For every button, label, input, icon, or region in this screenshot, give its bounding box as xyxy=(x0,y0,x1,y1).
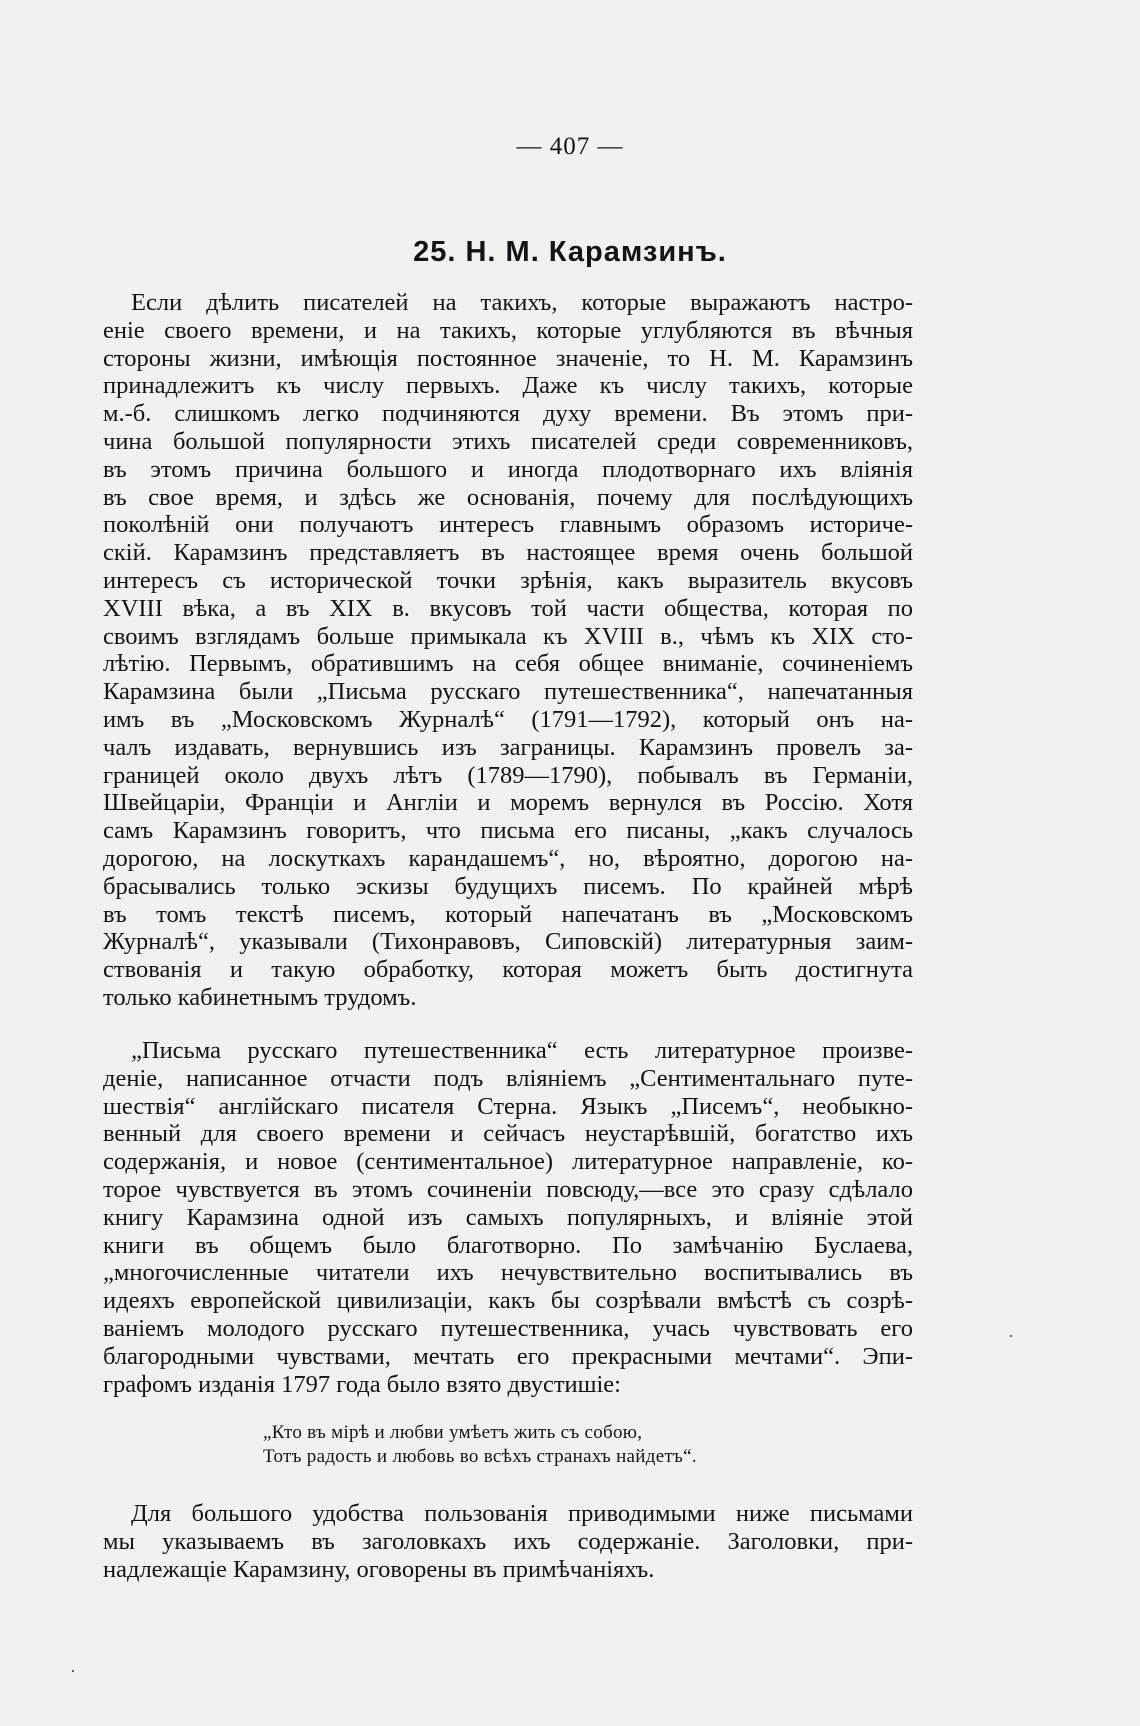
text-line: стороны жизни, имѣющія постоянное значеніе, то Н. М. Карамзинъ xyxy=(103,344,913,372)
text-line: Если дѣлить писателей на такихъ, которые выражаютъ настро- xyxy=(131,289,913,316)
text-line: своимъ взглядамъ больше примыкала къ XVIII в., чѣмъ къ XIX сто- xyxy=(103,622,913,650)
text-line: интересъ съ исторической точки зрѣнія, какъ выразитель вкусовъ xyxy=(103,566,913,594)
text-line: дорогою, на лоскуткахъ карандашемъ“, но, вѣроятно, дорогою на- xyxy=(103,844,913,872)
text-line: ваніемъ молодого русскаго путешественника, учась чувствовать его xyxy=(103,1314,913,1342)
text-line: венный для своего времени и сейчасъ неустарѣвшій, богатство ихъ xyxy=(103,1120,913,1148)
page-number: — 407 — xyxy=(516,133,624,160)
text-line: въ свое время, и здѣсь же основанія, почему для послѣдующихъ xyxy=(103,483,913,511)
text-line: Для большого удобства пользованія приводимыми ниже письмами xyxy=(131,1500,913,1527)
text-line: самъ Карамзинъ говоритъ, что письма его писаны, „какъ случалось xyxy=(103,817,913,845)
paragraph-3 xyxy=(103,1500,913,1583)
text-line: XVIII вѣка, а въ XIX в. вкусовъ той части общества, которая по xyxy=(103,594,913,622)
text-line: поколѣній они получаютъ интересъ главнымъ образомъ историче- xyxy=(103,511,913,539)
text-line: чалъ издавать, вернувшись изъ заграницы. Карамзинъ провелъ за- xyxy=(103,733,913,761)
text-line: Карамзина были „Письма русскаго путешественника“, напечатанныя xyxy=(103,678,913,706)
text-line: содержанія, и новое (сентиментальное) литературное направленіе, ко- xyxy=(103,1148,913,1176)
text-line: графомъ изданія 1797 года было взято двустишіе: xyxy=(103,1370,621,1398)
paragraph-1 xyxy=(103,289,913,1012)
epigraph xyxy=(263,1421,823,1469)
text-line: шествія“ англійскаго писателя Стерна. Языкъ „Писемъ“, необыкно- xyxy=(103,1092,913,1120)
text-line: деніе, написанное отчасти подъ вліяніемъ „Сентиментальнаго путе- xyxy=(103,1064,913,1092)
text-line: въ томъ текстѣ писемъ, который напечатанъ въ „Московскомъ xyxy=(103,900,913,928)
text-line: книгу Карамзина одной изъ самыхъ популярныхъ, и вліяніе этой xyxy=(103,1203,913,1231)
text-line: мы указываемъ въ заголовкахъ ихъ содержаніе. Заголовки, при- xyxy=(103,1527,913,1555)
chapter-title: 25. Н. М. Карамзинъ. xyxy=(413,236,727,268)
text-line: торое чувствуется въ этомъ сочиненіи повсюду,—все это сразу сдѣлало xyxy=(103,1175,913,1203)
text-line: ствованія и такую обработку, которая можетъ быть достигнута xyxy=(103,956,913,984)
text-line: только кабинетнымъ трудомъ. xyxy=(103,983,417,1011)
scan-speck xyxy=(72,1670,74,1672)
text-line: книги въ общемъ было благотворно. По замѣчанію Буслаева, xyxy=(103,1231,913,1259)
text-line: м.-б. слишкомъ легко подчиняются духу времени. Въ этомъ при- xyxy=(103,400,913,428)
text-line: еніе своего времени, и на такихъ, которые углубляются въ вѣчныя xyxy=(103,316,913,344)
paragraph-2 xyxy=(103,1037,913,1398)
text-line: „Письма русскаго путешественника“ есть литературное произве- xyxy=(131,1037,913,1064)
text-line: принадлежитъ къ числу первыхъ. Даже къ числу такихъ, которые xyxy=(103,372,913,400)
text-line: скій. Карамзинъ представляетъ въ настоящее время очень большой xyxy=(103,539,913,567)
text-line: Швейцаріи, Франціи и Англіи и моремъ вернулся въ Россію. Хотя xyxy=(103,789,913,817)
epigraph-line: Тотъ радость и любовь во всѣхъ странахъ найдетъ“. xyxy=(263,1446,697,1467)
text-line: идеяхъ европейской цивилизаціи, какъ бы созрѣвали вмѣстѣ съ созрѣ- xyxy=(103,1287,913,1315)
text-line: „многочисленные читатели ихъ нечувствительно воспитывались въ xyxy=(103,1259,913,1287)
text-line: границей около двухъ лѣтъ (1789—1790), побывалъ въ Германіи, xyxy=(103,761,913,789)
text-line: надлежащіе Карамзину, оговорены въ примѣчаніяхъ. xyxy=(103,1555,655,1583)
text-line: имъ въ „Московскомъ Журналѣ“ (1791—1792), который онъ на- xyxy=(103,705,913,733)
text-line: брасывались только эскизы будущихъ писемъ. По крайней мѣрѣ xyxy=(103,872,913,900)
text-line: Журналѣ“, указывали (Тихонравовъ, Сиповскій) литературныя заим- xyxy=(103,928,913,956)
text-line: лѣтію. Первымъ, обратившимъ на себя общее вниманіе, сочиненіемъ xyxy=(103,650,913,678)
epigraph-line: „Кто въ мірѣ и любви умѣетъ жить съ собою, xyxy=(263,1422,643,1443)
text-line: благородными чувствами, мечтать его прекрасными мечтами“. Эпи- xyxy=(103,1342,913,1370)
text-line: въ этомъ причина большого и иногда плодотворнаго ихъ вліянія xyxy=(103,455,913,483)
text-line: чина большой популярности этихъ писателей среди современниковъ, xyxy=(103,427,913,455)
scan-speck xyxy=(1010,1335,1012,1337)
